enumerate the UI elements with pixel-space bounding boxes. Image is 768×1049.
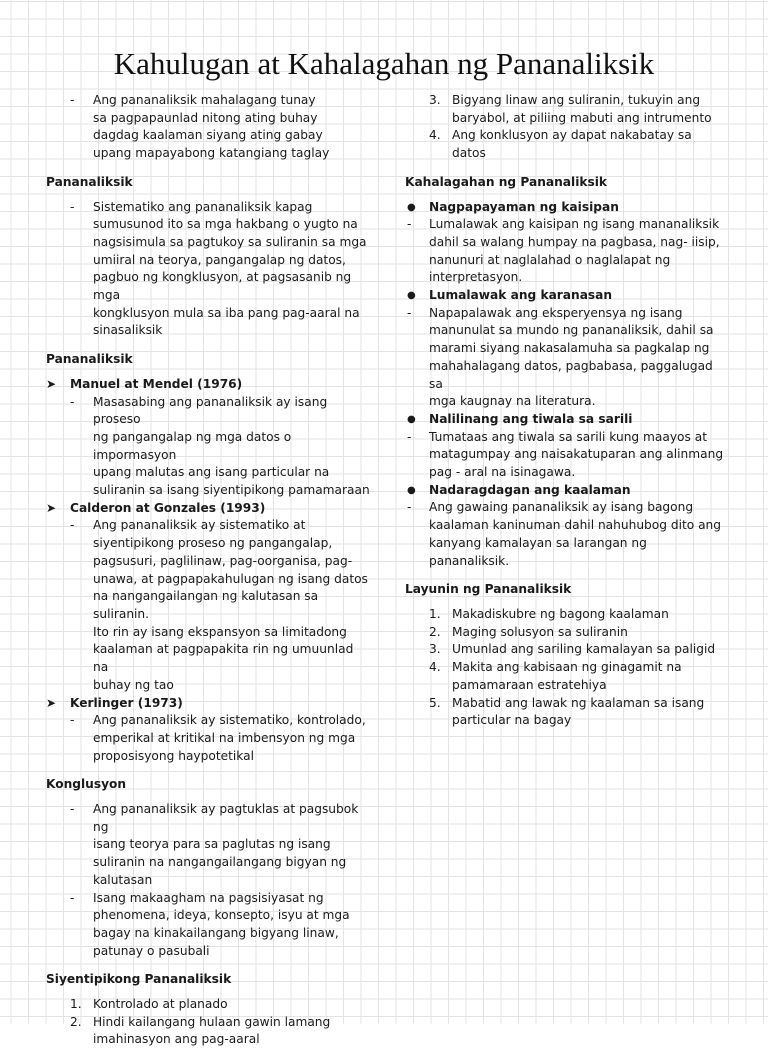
item-number: 1. bbox=[70, 997, 82, 1012]
list-item bbox=[46, 890, 371, 961]
numbered-item bbox=[46, 996, 371, 1014]
dash-marker: - bbox=[70, 890, 75, 905]
list-item bbox=[46, 394, 371, 500]
heading-konglusyon: Konglusyon bbox=[46, 777, 127, 792]
item-number: 5. bbox=[429, 695, 441, 710]
document-title: Kahulugan at Kahalagahan ng Pananaliksik bbox=[113, 46, 655, 81]
list-item-text: Ang pananaliksik ay sistematiko, kontrolado, emperikal at kritikal na imbensyon ng mga proposisyong haypotetikal bbox=[93, 713, 366, 763]
item-number: 4. bbox=[429, 128, 441, 143]
author-name: Manuel at Mendel (1976) bbox=[70, 376, 243, 391]
heading-pananaliksik-2: Pananaliksik bbox=[46, 352, 133, 367]
list-item-text: Ang pananaliksik ay pagtuklas at pagsubok ng isang teorya para sa paglutas ng isang suliranin na nangangailangang bigyan ng kalutasan bbox=[93, 802, 359, 887]
list-item bbox=[46, 517, 371, 694]
round-bullet-icon: ● bbox=[407, 201, 416, 213]
benefit-item bbox=[405, 287, 725, 305]
item-number: 3. bbox=[429, 642, 441, 657]
round-bullet-icon: ● bbox=[407, 290, 416, 302]
round-bullet-icon: ● bbox=[407, 484, 416, 496]
dash-marker: - bbox=[70, 802, 75, 817]
item-number: 2. bbox=[429, 624, 441, 639]
numbered-item bbox=[405, 659, 725, 694]
heading-kahalagahan: Kahalagahan ng Pananaliksik bbox=[405, 174, 608, 189]
numbered-item bbox=[405, 641, 725, 659]
heading-pananaliksik-1: Pananaliksik bbox=[46, 174, 133, 189]
numbered-item-text: Ang konklusyon ay dapat nakabatay sa datos bbox=[452, 128, 692, 161]
item-number: 3. bbox=[429, 93, 441, 107]
numbered-item bbox=[405, 127, 725, 162]
list-item bbox=[405, 429, 725, 482]
numbered-item-text: Mabatid ang lawak ng kaalaman sa isang particular na bagay bbox=[452, 695, 705, 728]
benefit-title: Nagpapayaman ng kaisipan bbox=[429, 199, 619, 214]
benefit-title: Nadaragdagan ang kaalaman bbox=[429, 482, 631, 497]
numbered-item bbox=[405, 92, 725, 127]
left-column bbox=[46, 92, 371, 1049]
right-column bbox=[405, 92, 725, 730]
dash-marker: - bbox=[70, 93, 75, 107]
arrow-bullet-icon: ➤ bbox=[46, 376, 57, 391]
dash-marker: - bbox=[407, 217, 412, 232]
list-item bbox=[46, 801, 371, 890]
item-number: 2. bbox=[70, 1014, 82, 1029]
dash-marker: - bbox=[407, 429, 412, 444]
list-item bbox=[405, 305, 725, 411]
list-item bbox=[405, 216, 725, 287]
intro-verse bbox=[46, 92, 371, 163]
author-item bbox=[46, 376, 371, 394]
dash-marker: - bbox=[407, 500, 412, 515]
benefit-item bbox=[405, 199, 725, 217]
numbered-item-text: Bigyang linaw ang suliranin, tukuyin ang baryabol, at piliing mabuti ang intrumento bbox=[452, 93, 712, 125]
benefit-title: Lumalawak ang karanasan bbox=[429, 288, 613, 303]
benefit-title: Nalilinang ang tiwala sa sarili bbox=[429, 411, 633, 426]
numbered-item bbox=[46, 1014, 371, 1049]
dash-marker: - bbox=[70, 518, 75, 533]
numbered-item-text: Hindi kailangang hulaan gawin lamang imahinasyon ang pag-aaral bbox=[93, 1014, 331, 1047]
list-item-text: Lumalawak ang kaisipan ng isang mananaliksik dahil sa walang humpay na pagbasa, nag- iisip, nanunuri at naglalahad o naglalapat ng interpretasyon. bbox=[429, 217, 720, 285]
numbered-item bbox=[405, 624, 725, 642]
item-number: 4. bbox=[429, 660, 441, 675]
author-name: Kerlinger (1973) bbox=[70, 695, 183, 710]
list-item bbox=[46, 199, 371, 341]
round-bullet-icon: ● bbox=[407, 413, 416, 425]
list-item-text: Tumataas ang tiwala sa sarili kung maayos at matagumpay ang naisakatuparan ang alinmang pag - aral na isinagawa. bbox=[429, 429, 724, 480]
list-item-text: Sistematiko ang pananaliksik kapag sumusunod ito sa mga hakbang o yugto na nagsisimula sa pagtukoy sa suliranin sa mga umiiral na teorya, pangangalap ng datos, pagbuo ng kongklusyon, at pagsasanib ng mga kongklusyon mula sa iba pang pag-aaral na sinasaliksik bbox=[93, 199, 367, 338]
list-item-text: Napapalawak ang eksperyensya ng isang manunulat sa mundo ng pananaliksik, dahil sa marami siyang nakasalamuha sa pagkalap ng mahahalagang datos, pagbabasa, paggalugad sa mga kaugnay na literatura. bbox=[429, 305, 714, 409]
numbered-item-text: Kontrolado at planado bbox=[93, 997, 228, 1012]
author-item bbox=[46, 695, 371, 713]
benefit-item bbox=[405, 411, 725, 429]
numbered-item-text: Makadiskubre ng bagong kaalaman bbox=[452, 606, 669, 621]
list-item-text: Masasabing ang pananaliksik ay isang proseso ng pangangalap ng mga datos o impormasyon upang malutas ang isang particular na suliranin sa isang siyentipikong pamamaraan bbox=[93, 394, 370, 498]
list-item bbox=[46, 712, 371, 765]
arrow-bullet-icon: ➤ bbox=[46, 695, 57, 710]
heading-siyentipikong-pananaliksik: Siyentipikong Pananaliksik bbox=[46, 972, 232, 987]
list-item-text: Ang pananaliksik ay sistematiko at siyentipikong proseso ng pangangalap, pagsusuri, paglilinaw, pag-oorganisa, pag- unawa, at pagpapakahulugan ng isang datos na nangangailangan ng kalutasan sa suliranin. Ito rin ay isang ekspansyon sa limitadong kaalaman at pagpapakita rin ng umuunlad na buhay ng tao bbox=[93, 518, 368, 692]
author-name: Calderon at Gonzales (1993) bbox=[70, 500, 266, 515]
list-item-text: Ang gawaing pananaliksik ay isang bagong kaalaman kaninuman dahil nahuhubog dito ang kanyang kamalayan sa larangan ng pananaliksik. bbox=[429, 500, 722, 568]
list-item bbox=[405, 499, 725, 570]
author-item bbox=[46, 500, 371, 518]
item-number: 1. bbox=[429, 606, 441, 621]
numbered-item bbox=[405, 695, 725, 730]
dash-marker: - bbox=[70, 394, 75, 409]
dash-marker: - bbox=[407, 305, 412, 320]
benefit-item bbox=[405, 482, 725, 500]
intro-verse-text: Ang pananaliksik mahalagang tunay sa pagpapaunlad nitong ating buhay dagdag kaalaman siyang ating gabay upang mapayabong katangiang taglay bbox=[93, 93, 330, 161]
numbered-item-text: Maging solusyon sa suliranin bbox=[452, 624, 628, 639]
list-item-text: Isang makaagham na pagsisiyasat ng phenomena, ideya, konsepto, isyu at mga bagay na kinakailangang bigyang linaw, patunay o pasubali bbox=[93, 890, 350, 958]
heading-layunin: Layunin ng Pananaliksik bbox=[405, 582, 572, 597]
dash-marker: - bbox=[70, 199, 75, 214]
numbered-item-text: Makita ang kabisaan ng ginagamit na pamamaraan estratehiya bbox=[452, 660, 682, 692]
numbered-item bbox=[405, 606, 725, 624]
arrow-bullet-icon: ➤ bbox=[46, 500, 57, 515]
dash-marker: - bbox=[70, 713, 75, 728]
numbered-item-text: Umunlad ang sariling kamalayan sa paligid bbox=[452, 642, 716, 657]
